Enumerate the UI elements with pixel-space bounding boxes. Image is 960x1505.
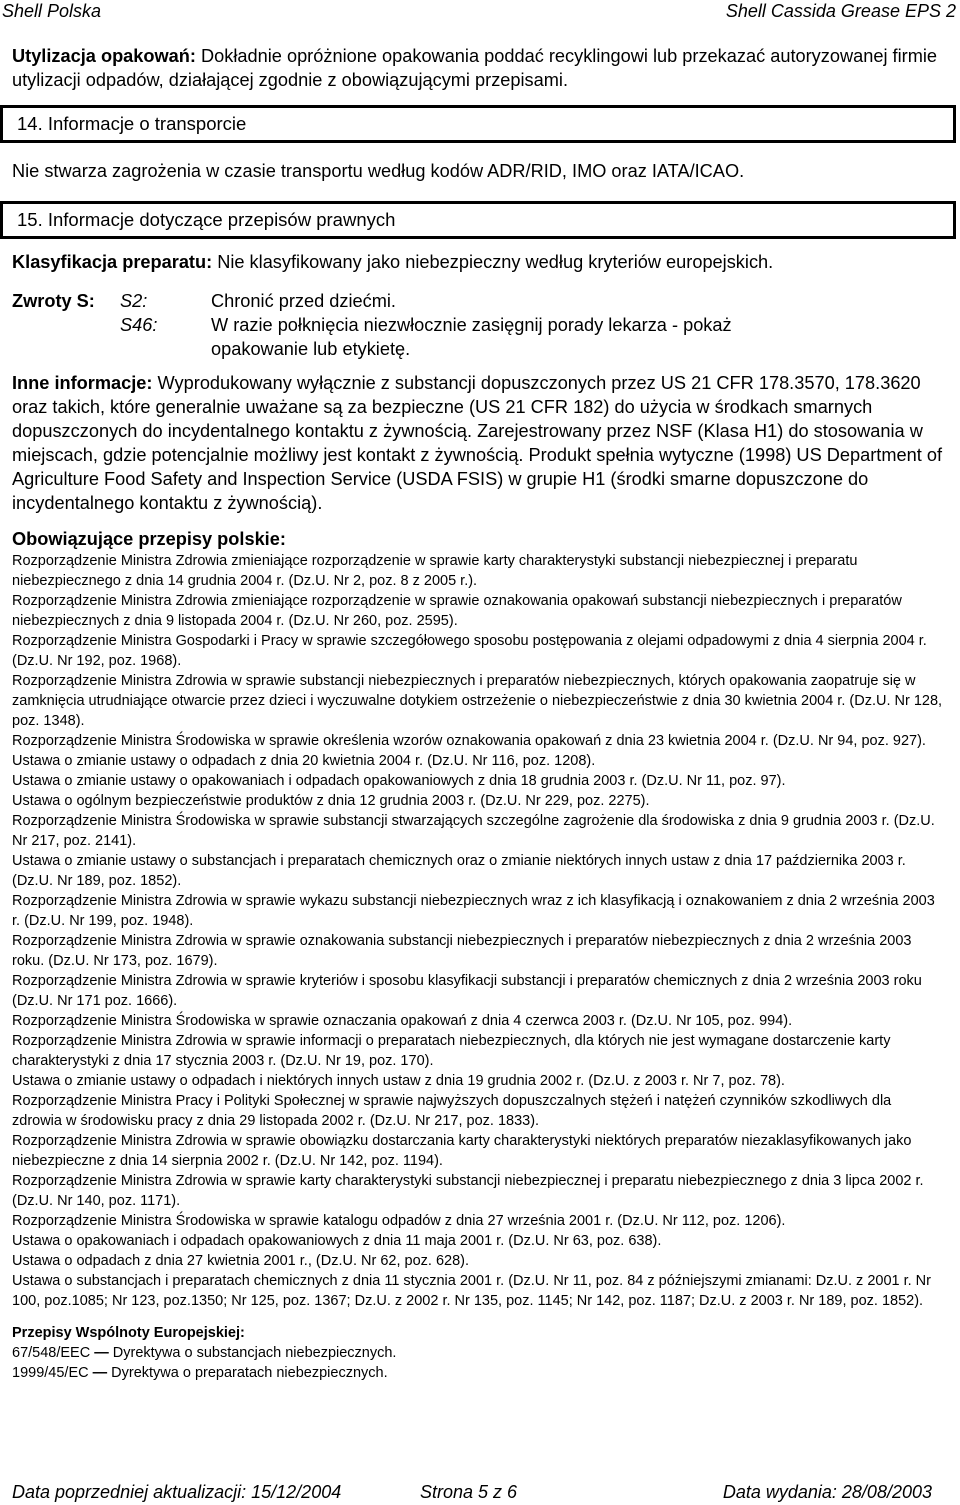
classification-text: Nie klasyfikowany jako niebezpieczny według kryteriów europejskich. xyxy=(217,252,774,272)
eu-regulation-text: Dyrektywa o substancjach niebezpiecznych. xyxy=(112,1345,397,1361)
eu-regulations-title: Przepisy Wspólnoty Europejskiej: xyxy=(12,1325,245,1341)
issue-date: Data wydania: 28/08/2003 xyxy=(722,1482,932,1502)
regulation-item: Rozporządzenie Ministra Pracy i Polityki Społecznej w sprawie najwyższych dopuszczalnych stężeń i natężeń czynników szkodliwych dla zdrowia w środowisku pracy z dnia 29 listopada 2002 r. (Dz.U. Nr 217, poz. 1833). xyxy=(12,1093,892,1129)
polish-regulations-list xyxy=(12,551,944,1311)
page-header xyxy=(0,0,960,24)
regulation-item: Rozporządzenie Ministra Zdrowia w sprawie karty charakterystyki substancji niebezpiecznej i preparatu niebezpiecznego z dnia 3 lipca 2002 r. (Dz.U. Nr 140, poz. 1171). xyxy=(12,1173,924,1209)
eu-regulation-code: 1999/45/EC xyxy=(12,1365,89,1381)
disposal-paragraph xyxy=(12,44,944,92)
regulation-item: Rozporządzenie Ministra Środowiska w sprawie określenia wzorów oznakowania opakowań z dnia 23 kwietnia 2004 r. (Dz.U. Nr 94, poz. 927). xyxy=(12,733,926,749)
regulation-item: Rozporządzenie Ministra Środowiska w sprawie substancji stwarzających szczególne zagrożenie dla środowiska z dnia 9 grudnia 2003 r. (Dz.U. Nr 217, poz. 2141). xyxy=(12,813,935,849)
regulation-item: Ustawa o ogólnym bezpieczeństwie produktów z dnia 12 grudnia 2003 r. (Dz.U. Nr 229, poz. 2275). xyxy=(12,793,650,809)
page-number: Strona 5 z 6 xyxy=(420,1482,518,1502)
document-body xyxy=(12,44,944,1383)
section-15-heading: 15. Informacje dotyczące przepisów prawnych xyxy=(0,201,956,239)
disposal-text: Dokładnie opróżnione opakowania poddać recyklingowi lub przekazać autoryzowanej firmie utylizacji odpadów, działającej zgodnie z obowiązującymi przepisami. xyxy=(12,46,938,90)
transport-text: Nie stwarza zagrożenia w czasie transportu według kodów ADR/RID, IMO oraz IATA/ICAO. xyxy=(12,161,745,181)
s-phrase-text: W razie połknięcia niezwłocznie zasięgnij porady lekarza - pokaż xyxy=(211,315,732,335)
other-info-label: Inne informacje: xyxy=(12,373,153,393)
regulation-item: Ustawa o zmianie ustawy o odpadach i niektórych innych ustaw z dnia 19 grudnia 2002 r. (Dz.U. z 2003 r. Nr 7, poz. 78). xyxy=(12,1073,785,1089)
regulation-item: Rozporządzenie Ministra Zdrowia w sprawie substancji niebezpiecznych i preparatów niebezpiecznych, których opakowania zaopatruje się w zamknięcia utrudniające otwarcie przez dzieci i wyczuwalne dotykiem ostrzeżenie o niebezpieczeństwie z dnia 30 kwietnia 2004 r. (Dz.U. Nr 128, poz. 1348). xyxy=(12,673,943,729)
regulation-item: Rozporządzenie Ministra Zdrowia w sprawie informacji o preparatach niebezpiecznych, dla których nie jest wymagane dostarczenie karty charakterystyki z dnia 17 stycznia 2003 r. (Dz.U. Nr 19, poz. 170). xyxy=(12,1033,891,1069)
polish-regulations-title: Obowiązujące przepisy polskie: xyxy=(12,529,286,549)
other-info-text: Wyprodukowany wyłącznie z substancji dopuszczonych przez US 21 CFR 178.3570, 178.3620 oraz takich, które generalnie uważane są za bezpieczne (US 21 CFR 182) do użycia w środkach smarnych dopuszczonych do incydentalnego kontaktu z żywnością. Zarejestrowany przez NSF (Klasa H1) do stosowania w miejscach, gdzie potencjalnie możliwy jest kontakt z żywnością. Produkt spełnia wytyczne (1998) US Department of Agriculture Food Safety and Inspection Service (USDA FSIS) w grupie H1 (środki smarne dopuszczone do incydentalnego kontaktu z żywnością). xyxy=(12,373,942,513)
s-phrase-code: S2: xyxy=(120,291,148,311)
regulation-item: Ustawa o zmianie ustawy o substancjach i preparatach chemicznych oraz o zmianie niektórych innych ustaw z dnia 17 października 2003 r. (Dz.U. Nr 189, poz. 1852). xyxy=(12,853,906,889)
s-phrases-label: Zwroty S: xyxy=(12,291,95,311)
regulation-item: Rozporządzenie Ministra Środowiska w sprawie oznaczania opakowań z dnia 4 czerwca 2003 r. (Dz.U. Nr 105, poz. 994). xyxy=(12,1013,793,1029)
s-phrase-code: S46: xyxy=(120,315,158,335)
section-14-heading: 14. Informacje o transporcie xyxy=(0,105,956,143)
regulation-item: Rozporządzenie Ministra Środowiska w sprawie katalogu odpadów z dnia 27 września 2001 r. (Dz.U. Nr 112, poz. 1206). xyxy=(12,1213,786,1229)
company-name: Shell Polska xyxy=(2,1,102,21)
regulation-item: Rozporządzenie Ministra Gospodarki i Pracy w sprawie szczegółowego sposobu postępowania z olejami odpadowymi z dnia 4 sierpnia 2004 r. (Dz.U. Nr 192, poz. 1968). xyxy=(12,633,927,669)
eu-regulation-item: 1999/45/EC — Dyrektywa o preparatach niebezpiecznych. xyxy=(12,1365,388,1381)
eu-regulation-code: 67/548/EEC xyxy=(12,1345,91,1361)
other-info-paragraph xyxy=(12,371,944,515)
regulation-item: Rozporządzenie Ministra Zdrowia w sprawie oznakowania substancji niebezpiecznych i preparatów niebezpiecznych z dnia 2 września 2003 roku. (Dz.U. Nr 173, poz. 1679). xyxy=(12,933,912,969)
regulation-item: Rozporządzenie Ministra Zdrowia w sprawie obowiązku dostarczania karty charakterystyki niektórych preparatów niezaklasyfikowanych jako niebezpieczne z dnia 14 sierpnia 2002 r. (Dz.U. Nr 142, poz. 1194). xyxy=(12,1133,912,1169)
regulation-item: Rozporządzenie Ministra Zdrowia zmieniające rozporządzenie w sprawie karty charakterystyki substancji niebezpiecznej i preparatu niebezpiecznego z dnia 14 grudnia 2004 r. (Dz.U. Nr 2, poz. 8 z 2005 r.). xyxy=(12,553,858,589)
regulation-item: Rozporządzenie Ministra Zdrowia w sprawie wykazu substancji niebezpiecznych wraz z ich klasyfikacją i oznakowaniem z dnia 2 września 2003 r. (Dz.U. Nr 199, poz. 1948). xyxy=(12,893,935,929)
regulation-item: Ustawa o zmianie ustawy o opakowaniach i odpadach opakowaniowych z dnia 18 grudnia 2003 r. (Dz.U. Nr 11, poz. 97). xyxy=(12,773,786,789)
s-phrase-text: Chronić przed dziećmi. xyxy=(211,291,396,311)
regulation-item: Ustawa o opakowaniach i odpadach opakowaniowych z dnia 11 maja 2001 r. (Dz.U. Nr 63, poz. 638). xyxy=(12,1233,662,1249)
disposal-label: Utylizacja opakowań: xyxy=(12,46,196,66)
regulation-item: Ustawa o odpadach z dnia 27 kwietnia 2001 r., (Dz.U. Nr 62, poz. 628). xyxy=(12,1253,469,1269)
page-footer xyxy=(0,1482,960,1504)
product-name: Shell Cassida Grease EPS 2 xyxy=(725,1,956,21)
regulation-item: Rozporządzenie Ministra Zdrowia zmieniające rozporządzenie w sprawie oznakowania opakowań substancji niebezpiecznych i preparatów niebezpiecznych z dnia 9 listopada 2004 r. (Dz.U. Nr 260, poz. 2595). xyxy=(12,593,902,629)
previous-update-date: Data poprzedniej aktualizacji: 15/12/2004 xyxy=(12,1482,342,1502)
regulation-item: Ustawa o substancjach i preparatach chemicznych z dnia 11 stycznia 2001 r. (Dz.U. Nr 11, poz. 84 z późniejszymi zmianami: Dz.U. z 2001 r. Nr 100, poz.1085; Nr 123, poz.1350; Nr 125, poz. 1367; Dz.U. z 2002 r. Nr 135, poz. 1145; Nr 142, poz. 1187; Dz.U. z 2003 r. Nr 189, poz. 1852). xyxy=(12,1273,931,1309)
regulation-item: Rozporządzenie Ministra Zdrowia w sprawie kryteriów i sposobu klasyfikacji substancji i preparatów chemicznych z dnia 2 września 2003 roku (Dz.U. Nr 171 poz. 1666). xyxy=(12,973,922,1009)
s-phrases xyxy=(12,289,944,361)
regulation-item: Ustawa o zmianie ustawy o odpadach z dnia 20 kwietnia 2004 r. (Dz.U. Nr 116, poz. 1208). xyxy=(12,753,596,769)
eu-regulation-text: Dyrektywa o preparatach niebezpiecznych. xyxy=(111,1365,388,1381)
s-phrase-text: opakowanie lub etykietę. xyxy=(211,339,411,359)
classification-paragraph xyxy=(12,250,944,274)
eu-regulation-item: 67/548/EEC — Dyrektywa o substancjach niebezpiecznych. xyxy=(12,1345,397,1361)
classification-label: Klasyfikacja preparatu: xyxy=(12,252,213,272)
